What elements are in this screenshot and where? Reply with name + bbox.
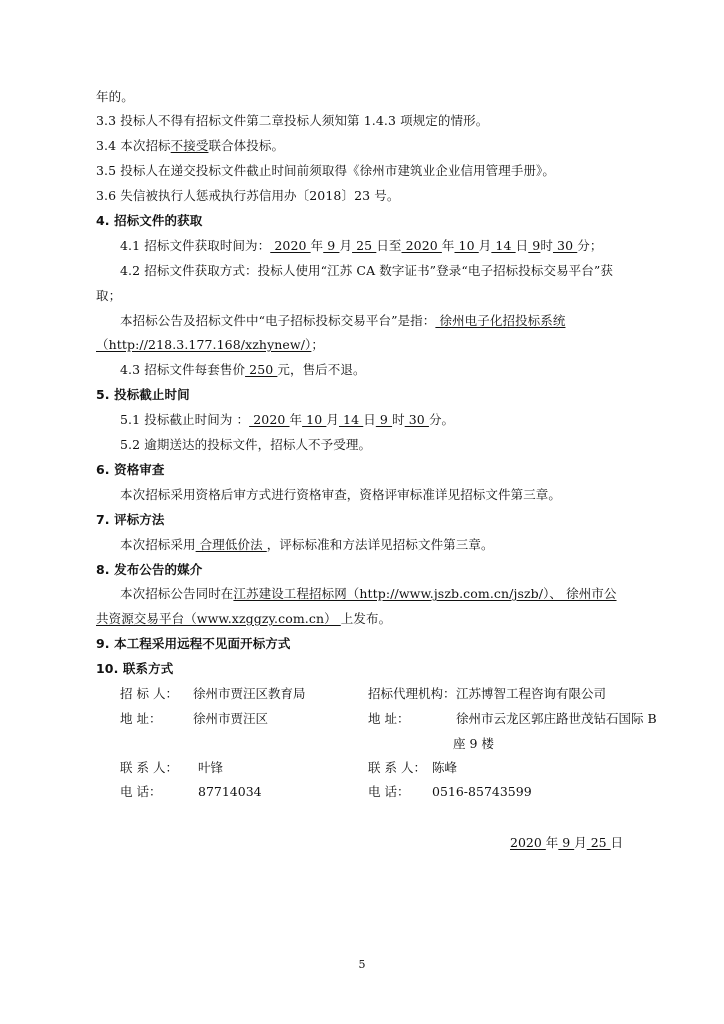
unit: 月	[339, 238, 353, 253]
tenderer-address: 徐州市贾汪区	[193, 711, 269, 726]
clause-4-1	[120, 237, 602, 255]
agency-address-cont: 座 9 楼	[453, 736, 494, 751]
unit: 日	[363, 412, 376, 427]
date-day: 25	[586, 835, 611, 850]
price-value: 250	[245, 362, 278, 377]
platform-url: （http://218.3.177.168/xzhynew/）	[96, 337, 312, 352]
unit: 月	[326, 412, 339, 427]
clause-3-4-prefix: 3.4 本次招标	[96, 138, 171, 153]
tenderer-value: 徐州市贾汪区教育局	[193, 686, 306, 701]
section-4-heading: 4. 招标文件的获取	[96, 213, 203, 228]
clause-3-4-value: 不接受	[170, 138, 209, 153]
deadline-year: 2020	[249, 412, 290, 427]
punct: ；	[311, 337, 324, 352]
unit: 年	[441, 238, 455, 253]
unit: 年	[310, 238, 324, 253]
deadline-month: 10	[302, 412, 327, 427]
agency-contact: 陈峰	[432, 760, 458, 775]
signature-date	[510, 834, 623, 852]
clause-3-4-suffix: 联合体投标。	[208, 138, 285, 153]
end-hour: 9	[528, 238, 541, 253]
platform-name: 徐州电子化招投标系统	[435, 313, 566, 328]
unit: 时	[540, 238, 553, 253]
end-day: 14	[491, 238, 516, 253]
media-sites: 江苏建设工程招标网（http://www.jszb.com.cn/jszb/）、 徐州市公	[233, 586, 617, 601]
tenderer-phone-label: 电 话：	[120, 784, 162, 799]
clause-3-6: 3.6 失信被执行人惩戒执行苏信用办〔2018〕23 号。	[96, 188, 400, 203]
date-month: 9	[558, 835, 575, 850]
section-8-heading: 8. 发布公告的媒介	[96, 562, 203, 577]
unit: 月	[574, 835, 587, 850]
agency-address: 徐州市云龙区郭庄路世茂钻石国际 B	[456, 711, 657, 726]
agency-contact-label: 联 系 人：	[368, 760, 426, 775]
tenderer-contact: 叶锋	[198, 760, 224, 775]
deadline-day: 14	[338, 412, 364, 427]
method-value: 合理低价法	[195, 537, 267, 552]
unit: 年	[289, 412, 303, 427]
section-9-heading: 9. 本工程采用远程不见面开标方式	[96, 636, 291, 651]
section-7-heading: 7. 评标方法	[96, 512, 165, 527]
agency-address-label: 地 址：	[368, 711, 410, 726]
media-suffix: 上发布。	[340, 611, 392, 626]
media-line-1	[120, 585, 617, 603]
unit: 时	[392, 412, 405, 427]
section-6-heading: 6. 资格审查	[96, 462, 165, 477]
unit: 日	[515, 238, 529, 253]
clause-4-1-label: 4.1 招标文件获取时间为：	[120, 238, 271, 253]
end-minute: 30	[552, 238, 578, 253]
unit: 月	[478, 238, 492, 253]
deadline-hour: 9	[375, 412, 393, 427]
price-label: 4.3 招标文件每套售价	[120, 362, 246, 377]
unit: 年	[545, 835, 559, 850]
section-7-body	[120, 536, 494, 554]
agency-label: 招标代理机构：	[368, 686, 456, 701]
media-line-2	[96, 610, 391, 628]
clause-3-3: 3.3 投标人不得有招标文件第二章投标人须知第 1.4.3 项规定的情形。	[96, 113, 489, 128]
section-6-body: 本次招标采用资格后审方式进行资格审查，资格评审标准详见招标文件第三章。	[120, 487, 562, 502]
page-number: 5	[358, 958, 366, 971]
text-line: 年的。	[96, 89, 134, 104]
price-suffix: 元，售后不退。	[277, 362, 366, 377]
platform-note-text: 本招标公告及招标文件中“电子招标投标交易平台”是指：	[120, 313, 436, 328]
tenderer-label: 招 标 人：	[120, 686, 178, 701]
deadline-minute: 30	[404, 412, 429, 427]
unit: 日	[610, 835, 624, 850]
platform-url-line	[96, 336, 324, 354]
start-year: 2020	[270, 238, 311, 253]
tenderer-phone: 87714034	[198, 784, 262, 799]
clause-5-1	[120, 411, 454, 429]
clause-4-2-cont: 取；	[96, 288, 122, 303]
start-month: 9	[323, 238, 340, 253]
agency-phone: 0516-85743599	[432, 784, 532, 799]
agency-phone-label: 电 话：	[368, 784, 410, 799]
clause-4-2: 4.2 招标文件获取方式：投标人使用“江苏 CA 数字证书”登录“电子招标投标交易平台”获	[120, 263, 613, 278]
media-site-2: 共资源交易平台（www.xzggzy.com.cn）	[96, 611, 341, 626]
clause-4-3	[120, 361, 366, 379]
unit: 日至	[376, 238, 402, 253]
tenderer-contact-label: 联 系 人：	[120, 760, 178, 775]
date-year: 2020	[510, 835, 546, 850]
section-10-heading: 10. 联系方式	[96, 661, 174, 676]
method-label: 本次招标采用	[120, 537, 196, 552]
start-day: 25	[352, 238, 377, 253]
unit: 分。	[428, 412, 455, 427]
clause-5-2: 5.2 逾期送达的投标文件，招标人不予受理。	[120, 437, 372, 452]
end-year: 2020	[401, 238, 442, 253]
method-suffix: ，评标标准和方法详见招标文件第三章。	[266, 537, 494, 552]
section-5-heading: 5. 投标截止时间	[96, 387, 190, 402]
deadline-label: 5.1 投标截止时间为 ：	[120, 412, 250, 427]
unit: 分；	[577, 238, 603, 253]
clause-3-5: 3.5 投标人在递交投标文件截止时间前须取得《徐州市建筑业企业信用管理手册》。	[96, 163, 556, 178]
tenderer-address-label: 地 址：	[120, 711, 162, 726]
agency-value: 江苏博智工程咨询有限公司	[456, 686, 607, 701]
platform-note	[120, 312, 565, 330]
end-month: 10	[454, 238, 479, 253]
media-label: 本次招标公告同时在	[120, 586, 234, 601]
clause-3-4	[96, 137, 284, 155]
